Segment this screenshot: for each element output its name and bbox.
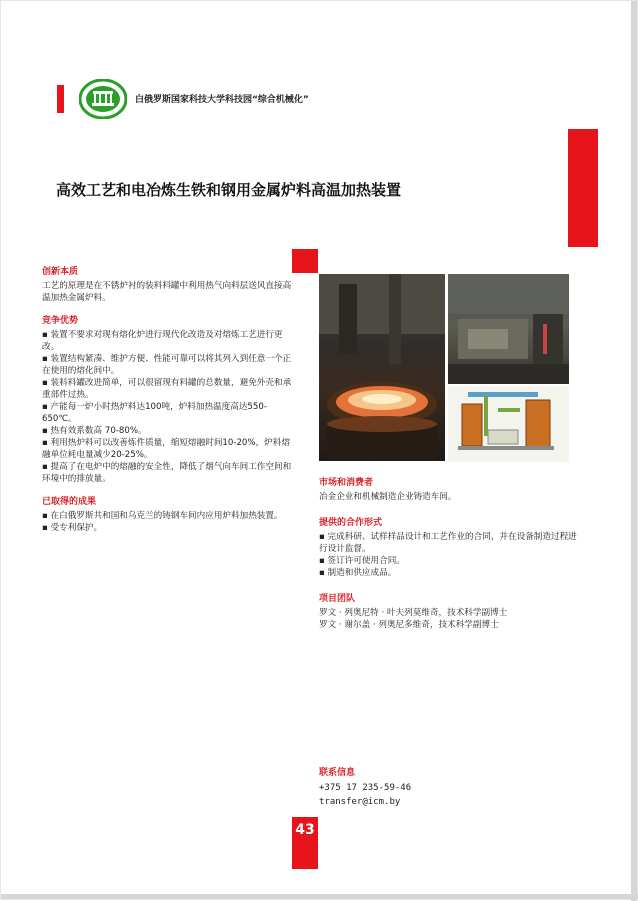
list-item: ▪ 装置不要求对现有熔化炉进行现代化改造及对熔炼工艺进行更改。 (42, 330, 283, 352)
contacts-heading: 联系信息 (319, 768, 356, 778)
innovation-heading: 创新本质 (42, 267, 79, 277)
header-accent-bar (57, 85, 64, 113)
list-item: ▪ 产能每一炉小时热炉料达100吨，炉料加热温度高达550-650℃。 (42, 402, 267, 424)
list-item: ▪ 受专利保护。 (42, 523, 103, 533)
list-item: ▪ 利用热炉料可以改善炼件质量，缩短熔融时间10-20%，炉料熔融单位耗电量减少20-25%。 (42, 438, 290, 460)
cooperation-section (319, 515, 579, 579)
schematic-drawing (448, 386, 569, 462)
accent-square (292, 249, 318, 273)
advantages-section (42, 313, 292, 485)
results-section (42, 494, 292, 534)
right-column (319, 475, 579, 640)
contact-phone: +375 17 235-59-46 (319, 783, 412, 793)
right-accent-tab (568, 129, 598, 247)
market-heading: 市场和消费者 (319, 478, 374, 488)
contact-email[interactable]: transfer@icm.by (319, 797, 401, 807)
left-column (42, 264, 292, 543)
cooperation-heading: 提供的合作形式 (319, 518, 383, 528)
list-item: ▪ 热有效系数高 70-80%。 (42, 426, 147, 436)
page-number: 43 (292, 817, 318, 869)
page-shadow-right (631, 1, 637, 901)
list-item: ▪ 提高了在电炉中的熔融的安全性，降低了烟气向车间工作空间和环境中的排放量。 (42, 462, 292, 484)
advantages-heading: 竞争优势 (42, 316, 79, 326)
list-item: ▪ 装置结构紧凑、维护方便、性能可靠可以将其列入到任意一个正在使用的熔化间中。 (42, 354, 292, 376)
team-member: 罗文 · 列奥尼特 · 叶夫列莫维奇，技术科学副博士 (319, 608, 508, 618)
furnace-photo (319, 274, 445, 461)
page-title: 高效工艺和电冶炼生铁和钢用金属炉料高温加热装置 (56, 181, 402, 199)
cooperation-list (319, 531, 579, 579)
results-list (42, 510, 292, 534)
list-item: ▪ 完成科研、试样样品设计和工艺作业的合同，并在设备制造过程进行设计监督。 (319, 532, 577, 554)
page-shadow-bottom (1, 894, 638, 899)
machinery-photo (448, 274, 569, 384)
market-text: 冶金企业和机械制造企业铸造车间。 (319, 492, 457, 502)
advantages-list (42, 329, 292, 485)
list-item: ▪ 制造和供应成品。 (319, 568, 397, 578)
results-heading: 已取得的成果 (42, 497, 97, 507)
contacts-section (319, 765, 411, 809)
team-heading: 项目团队 (319, 594, 356, 604)
market-section (319, 475, 579, 503)
innovation-text: 工艺的原理是在不锈炉衬的装料料罐中利用热气向料层送风直接高温加热金属炉料。 (42, 281, 292, 303)
list-item: ▪ 在白俄罗斯共和国和乌克兰的铸钢车间内应用炉料加热装置。 (42, 511, 283, 521)
list-item: ▪ 签订许可使用合同。 (319, 556, 405, 566)
innovation-section (42, 264, 292, 304)
team-section (319, 591, 579, 631)
photo-collage (319, 274, 569, 462)
list-item: ▪ 装料料罐改进简单，可以很留现有料罐的总数量，避免外壳和承重部件过热。 (42, 378, 292, 400)
team-member: 罗文 · 谢尔盖 · 列奥尼多维奇，技术科学副博士 (319, 620, 499, 630)
organization-header: 白俄罗斯国家科技大学科技园“综合机械化” (135, 95, 309, 105)
university-emblem-icon (79, 79, 127, 119)
